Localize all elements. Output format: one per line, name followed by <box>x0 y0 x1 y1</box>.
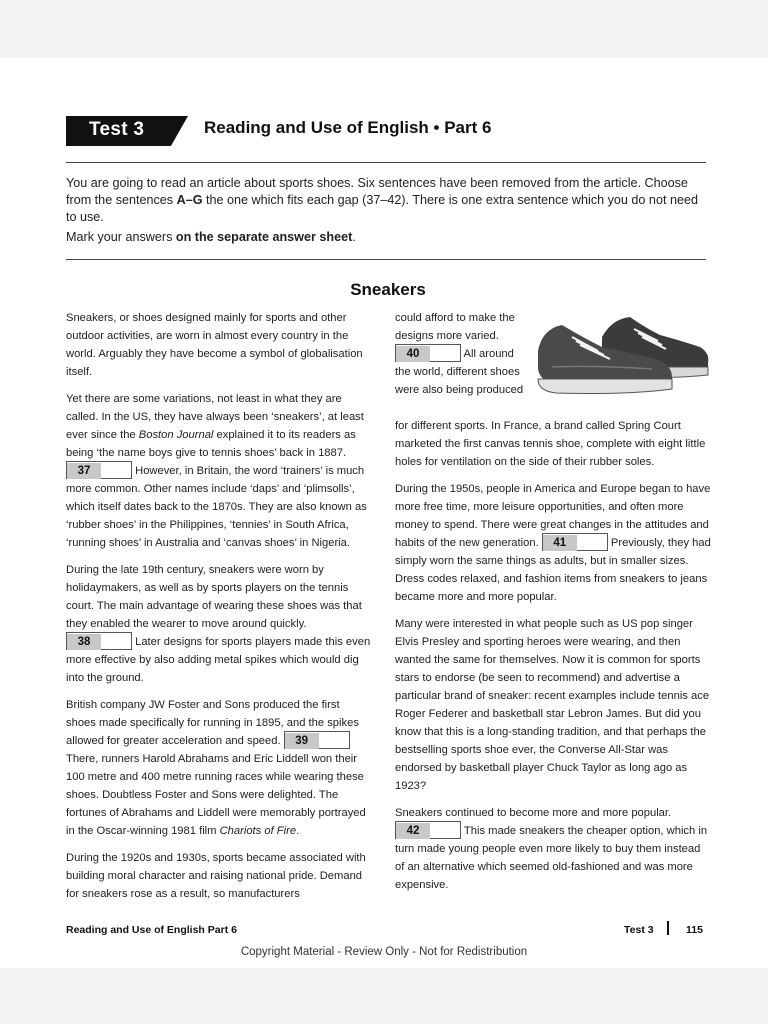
article-right-column <box>395 417 711 894</box>
instructions-divider <box>66 259 706 260</box>
paragraph: Many were interested in what people such as US pop singer Elvis Presley and sporting heroes were wearing, and then wanted the same for themselves. Now it is common for sports stars to endorse (be seen to recommend) and advertise a particular brand of sneaker: recent examples include tennis ace Roger Federer and basketball star Lebron James. But did you know that this is a long-standing tradition, and that perhaps the bestselling sports shoe ever, the Converse All-Star was endorsed by basketball player Chuck Taylor as long ago as 1923? <box>395 618 710 793</box>
test-badge-label: Test 3 <box>89 119 145 140</box>
paragraph <box>395 309 525 399</box>
answer-sheet-emphasis: on the separate answer sheet <box>175 230 353 244</box>
paragraph: Sneakers, or shoes designed mainly for sports and other outdoor activities, are worn in almost every country in the world. Arguably they have become a symbol of globalisation itself. <box>66 312 363 378</box>
top-margin <box>0 0 768 58</box>
gap-37-box[interactable] <box>66 461 132 479</box>
gap-number: 37 <box>67 463 101 479</box>
instructions-options: A–G <box>176 193 203 207</box>
paragraph: During the 1920s and 1930s, sports became associated with building moral character and raising national pride. Demand for sneakers rose as a result, so manufacturers <box>66 852 366 901</box>
article-left-column <box>66 309 372 903</box>
footer-test-label: Test 3 <box>624 924 654 936</box>
paragraph <box>395 804 711 894</box>
paragraph-text: Previously, they had simply worn the same things as adults, but in smaller sizes. Dress codes relaxed, and fashion items from sneakers to jeans became more and more popular. <box>395 537 711 604</box>
gap-40-box[interactable] <box>395 344 461 362</box>
newspaper-title: Boston Journal <box>138 429 214 441</box>
gap-number: 38 <box>67 634 101 650</box>
gap-41-box[interactable] <box>542 533 608 551</box>
paragraph-text: Later designs for sports players made this even more effective by also adding metal spikes which would dig into the ground. <box>66 636 371 685</box>
paragraph: for different sports. In France, a brand called Spring Court marketed the first canvas tennis shoe, complete with eight little holes for ventilation on the side of their rubber soles. <box>395 420 706 468</box>
paragraph <box>66 390 372 552</box>
gap-39-box[interactable] <box>284 731 350 749</box>
paragraph-text: However, in Britain, the word ‘trainers’ is much more common. Other names include ‘daps’ and ‘plimsolls’, which itself dates back to the 1870s. They are also known as ‘rubber shoes’ in the Philippines, ‘tennies’ in South Africa, ‘running shoes’ in Australia and ‘canvas shoes’ in Nigeria. <box>66 465 367 550</box>
paragraph-text: Yet there are some variations, not least in what they are called. In the US, they have always been ‘sneakers’, at least ever since the <box>66 393 364 441</box>
paragraph <box>395 480 711 606</box>
copyright-notice: Copyright Material - Review Only - Not for Redistribution <box>240 946 528 958</box>
footer-divider <box>667 921 669 935</box>
instructions-text: the one which fits each gap (37–42). There is one extra sentence which you do not need to use. <box>66 193 698 224</box>
paragraph-text: During the late 19th century, sneakers were worn by holidaymakers, as well as by sports players on the tennis court. The main advantage of wearing these shoes was that they enabled the wearer to move around quickly. <box>66 564 362 631</box>
instructions-text: You are going to read an article about sports shoes. Six sentences have been removed from the article. Choose from the sentences <box>66 176 688 207</box>
paragraph-text: explained it to its readers as being ‘the name boys give to tennis shoes’ back in 1887. <box>66 429 356 459</box>
gap-42-box[interactable] <box>395 821 461 839</box>
gap-number: 39 <box>285 733 319 749</box>
gap-number: 41 <box>543 535 577 551</box>
article-right-column-top <box>395 309 525 399</box>
section-title: Reading and Use of English • Part 6 <box>204 118 492 137</box>
paragraph-text: British company JW Foster and Sons produced the first shoes made specifically for running in 1895, and the spikes allowed for greater acceleration and speed. <box>66 699 359 748</box>
answer-instruction-text: . <box>352 230 356 244</box>
gap-38-box[interactable] <box>66 632 132 650</box>
paragraph-text: could afford to make the designs more varied. <box>395 312 515 342</box>
footer-section-label: Reading and Use of English Part 6 <box>66 924 237 936</box>
front-shoe-sole-icon <box>538 379 672 394</box>
header-divider <box>66 162 706 163</box>
article-title: Sneakers <box>350 280 426 299</box>
paragraph-text: All around the world, different shoes were also being produced <box>395 348 524 397</box>
page-number: 115 <box>686 924 703 936</box>
paragraph-text: Sneakers continued to become more and more popular. <box>395 807 672 820</box>
gap-number: 40 <box>396 346 430 362</box>
paragraph-text: . <box>296 825 300 838</box>
instructions-paragraph <box>66 175 706 226</box>
sneakers-illustration <box>532 307 710 399</box>
paragraph-text: During the 1950s, people in America and Europe began to have more free time, more leisure opportunities, and often more money to spend. There were great changes in the attitudes and habits of the new generation. <box>395 483 711 549</box>
paragraph-text: This made sneakers the cheaper option, which in turn made young people even more likely to buy them instead of an alternative which seemed old-fashioned and was more expensive. <box>395 825 708 892</box>
gap-number: 42 <box>396 823 430 839</box>
paragraph-text: There, runners Harold Abrahams and Eric Liddell won their 100 metre and 400 metre running races while wearing these shoes. Doubtless Foster and Sons were delighted. The fortunes of Abrahams and Liddell were memorably portrayed in the Oscar-winning 1981 film <box>66 753 366 838</box>
answer-instruction <box>66 229 706 246</box>
answer-instruction-text: Mark your answers <box>66 230 176 244</box>
film-title: Chariots of Fire <box>219 825 297 838</box>
paragraph <box>66 561 372 687</box>
bottom-margin <box>0 968 768 1024</box>
paragraph <box>66 696 372 840</box>
